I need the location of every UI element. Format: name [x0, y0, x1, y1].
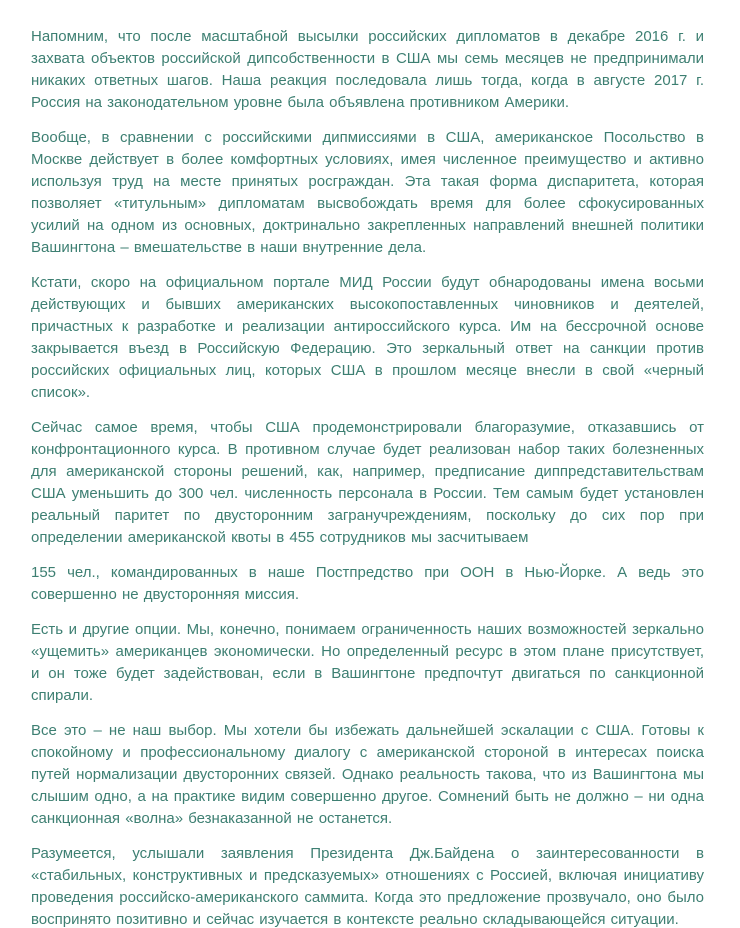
paragraph-not-our-choice: Все это – не наш выбор. Мы хотели бы избежать дальнейшей эскалации с США. Готовы к спокойному и профессиональному диалогу с американской стороной в интересах поиска путей нормализации двусторонних связей. Однако реальность такова, что из Вашингтона мы слышим одно, а на практике видим совершенно другое. Сомнений быть не должно – ни одна санкционная «волна» безнаказанной не останется.: [31, 722, 704, 827]
paragraph-expulsion-2016: Напомним, что после масштабной высылки российских дипломатов в декабре 2016 г. и захвата объектов российской дипсобственности в США мы семь месяцев не предпринимали никаких ответных шагов. Наша реакция последовала лишь тогда, когда в августе 2017 г. Россия на законодательном уровне была объявлена противником Америки.: [31, 28, 704, 111]
paragraph-biden-statements: Разумеется, услышали заявления Президента Дж.Байдена о заинтересованности в «стабильных, конструктивных и предсказуемых» отношениях с Россией, включая инициативу проведения российско-американского саммита. Когда это предложение прозвучало, оно было воспринято позитивно и сейчас изучается в контексте реально складывающейся ситуации.: [31, 845, 704, 928]
paragraph-mfa-blacklist: Кстати, скоро на официальном портале МИД России будут обнародованы имена восьми действующих и бывших американских высокопоставленных чиновников и деятелей, причастных к разработке и реализации антироссийского курса. Им на бессрочной основе закрывается въезд в Российскую Федерацию. Это зеркальный ответ на санкции против российских официальных лиц, которых США в прошлом месяце внесли в свой «черный список».: [31, 274, 704, 401]
paragraph-personnel-parity: Сейчас самое время, чтобы США продемонстрировали благоразумие, отказавшись от конфронтационного курса. В противном случае будет реализован набор таких болезненных для американской стороны решений, как, например, предписание диппредставительствам США уменьшить до 300 чел. численность персонала в России. Тем самым будет установлен реальный паритет по двусторонним загранучреждениям, поскольку до сих пор при определении американской квоты в 455 сотрудников мы засчитываем: [31, 419, 704, 546]
paragraph-other-options: Есть и другие опции. Мы, конечно, понимаем ограниченность наших возможностей зеркально «ущемить» американцев экономически. Но определенный ресурс в этом плане присутствует, и он тоже будет задействован, если в Вашингтоне предпочтут двигаться по санкционной спирали.: [31, 621, 704, 704]
paragraph-embassy-comparison: Вообще, в сравнении с российскими дипмиссиями в США, американское Посольство в Москве действует в более комфортных условиях, имея численное преимущество и активно используя труд на месте принятых росграждан. Эта такая форма диспаритета, которая позволяет «титульным» дипломатам высвобождать время для более сфокусированных усилий на одном из основных, доктринально закрепленных направлений внешней политики Вашингтона – вмешательстве в наши внутренние дела.: [31, 129, 704, 256]
paragraph-un-mission: 155 чел., командированных в наше Постпредство при ООН в Нью-Йорке. А ведь это совершенно не двусторонняя миссия.: [31, 564, 704, 603]
article-body: [31, 26, 704, 928]
